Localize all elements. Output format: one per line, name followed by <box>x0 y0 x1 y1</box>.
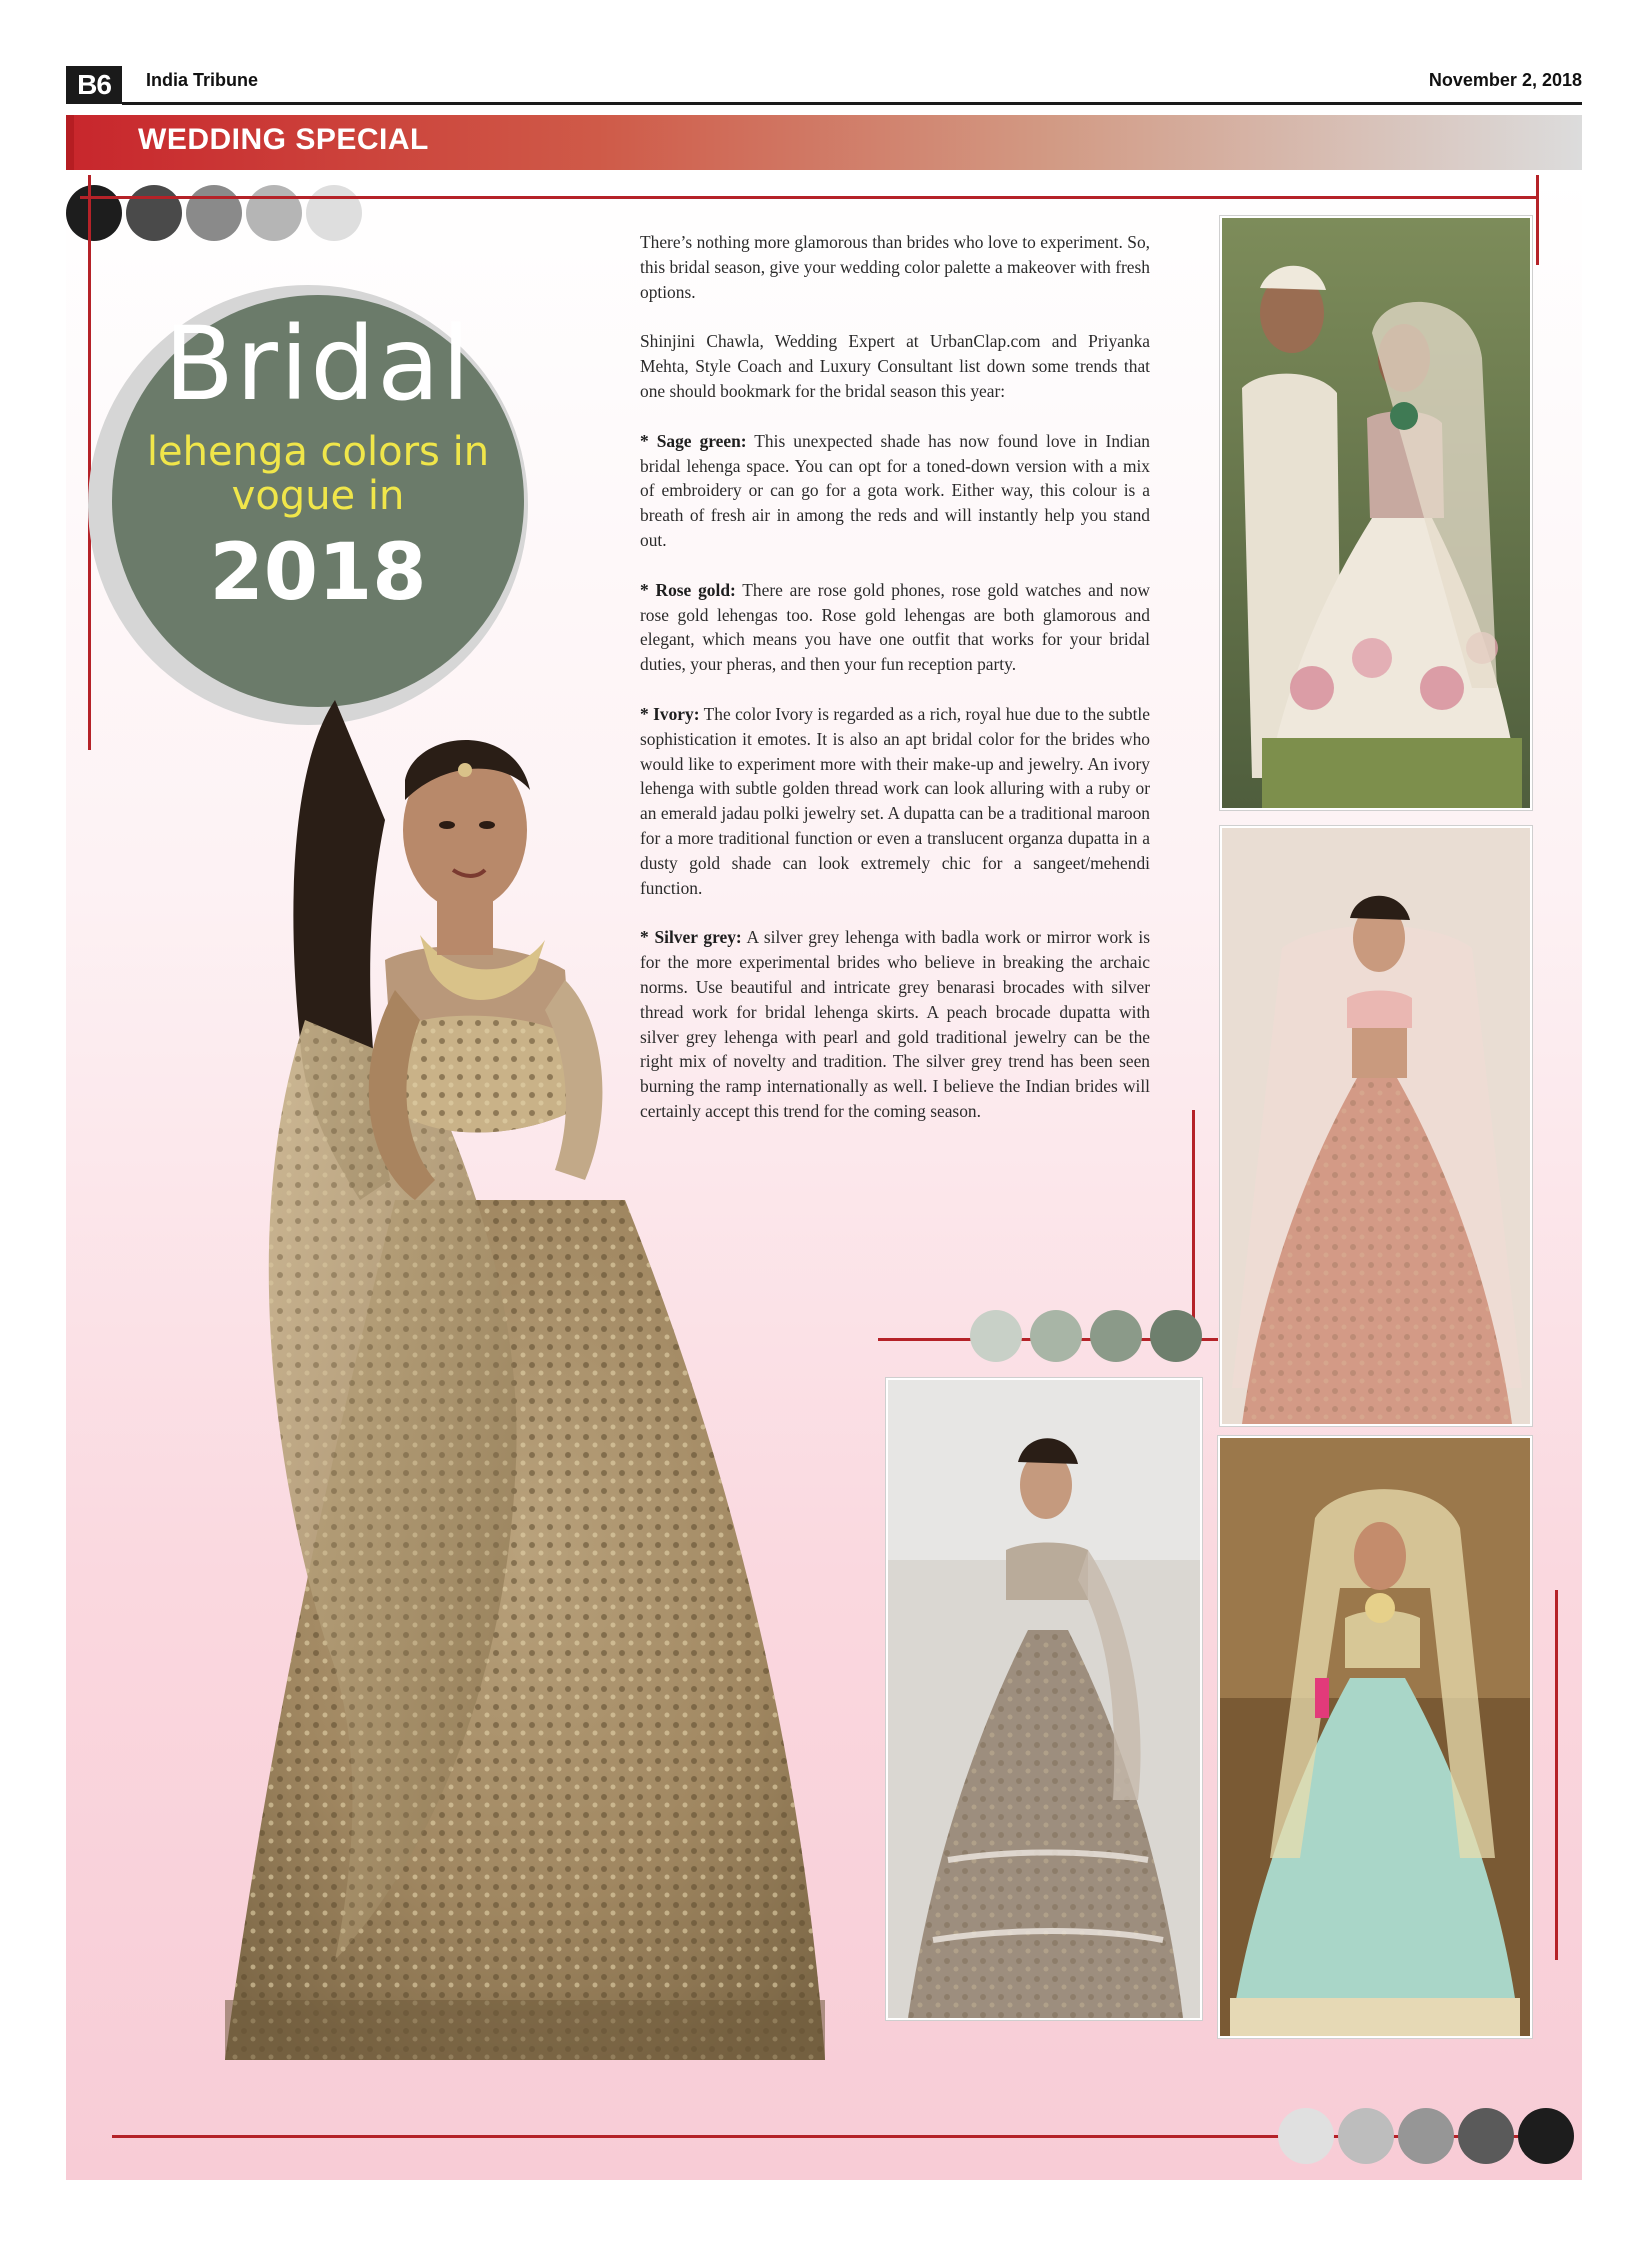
decor-dot <box>186 185 242 241</box>
decor-dot <box>1090 1310 1142 1362</box>
decor-dot <box>1338 2108 1394 2164</box>
issue-date: November 2, 2018 <box>1428 70 1582 90</box>
trend-label: * Ivory: <box>640 703 700 724</box>
decor-dot <box>1278 2108 1334 2164</box>
decor-rule-right-top <box>1536 175 1539 265</box>
trend-item <box>640 429 1150 553</box>
photo-couple-ivory-lehenga <box>1220 216 1532 810</box>
trend-item <box>640 578 1150 677</box>
decor-dot <box>126 185 182 241</box>
trend-label: * Rose gold: <box>640 579 736 600</box>
page-number: B6 <box>66 66 122 104</box>
article-body <box>640 230 1150 1149</box>
publication-name: India Tribune <box>146 70 259 90</box>
article-intro: There’s nothing more glamorous than brides who love to experiment. So, this bridal season, give your wedding color palette a makeover with fresh options. <box>640 232 1150 302</box>
trend-item <box>640 702 1150 900</box>
decor-dot <box>1518 2108 1574 2164</box>
headline-subtitle <box>112 430 524 518</box>
trend-item <box>640 925 1150 1123</box>
trend-text: The color Ivory is regarded as a rich, royal hue due to the subtle sophistication it emotes. It is also an apt bridal color for the brides who would like to experiment more with their make-up and jewelry. An ivory lehenga with subtle golden thread work can look alluring with a ruby or an emerald jadau polki jewelry set. A dupatta can be a traditional maroon for a more traditional function or even a translucent organza dupatta in a dusty gold shade can look extremely chic for a sangeet/mehendi function. <box>640 703 1150 898</box>
decor-dot <box>1150 1310 1202 1362</box>
trend-text: There are rose gold phones, rose gold watches and now rose gold lehengas too. Rose gold lehengas are both glamorous and elegant, which means you have one outfit that works for your bridal duties, your pheras, and then your fun reception party. <box>640 579 1150 675</box>
section-title: WEDDING SPECIAL <box>138 123 429 156</box>
headline-line-3: vogue in <box>231 473 405 519</box>
header-rule <box>122 102 1582 105</box>
decor-dot <box>66 185 122 241</box>
decor-rule-mid-vert <box>1192 1110 1195 1350</box>
decor-dot <box>1458 2108 1514 2164</box>
decor-dot <box>1398 2108 1454 2164</box>
banner-accent <box>66 115 74 170</box>
article-experts: Shinjini Chawla, Wedding Expert at UrbanClap.com and Priyanka Mehta, Style Coach and Luxury Consultant list down some trends that one should bookmark for the bridal season this year: <box>640 331 1150 401</box>
decor-rule-right-bottom <box>1555 1590 1558 1960</box>
trend-label: * Silver grey: <box>640 927 742 948</box>
photo-rose-gold-lehenga <box>1220 826 1532 1426</box>
decor-rule-top <box>80 196 1536 199</box>
photo-silver-grey-lehenga <box>886 1378 1202 2020</box>
decor-dot <box>970 1310 1022 1362</box>
trend-text: A silver grey lehenga with badla work or mirror work is for the more experimental brides who believe in breaking the archaic norms. Use beautiful and intricate grey benarasi brocades with silver thread work for bridal lehenga skirts. A peach brocade dupatta with silver grey lehenga with pearl and gold traditional jewelry can be the right mix of novelty and tradition. The silver grey trend has been seen burning the ramp internationally as well. I believe the Indian brides will certainly accept this trend for the coming season. <box>640 927 1150 1121</box>
headline-bridal: Bridal <box>164 305 472 424</box>
headline-line-2: lehenga colors in <box>146 429 490 475</box>
decor-dot <box>306 185 362 241</box>
headline-year: 2018 <box>209 528 427 618</box>
decor-dot <box>1030 1310 1082 1362</box>
photo-pastel-mint-lehenga <box>1218 1436 1532 2038</box>
trend-text: This unexpected shade has now found love in Indian bridal lehenga space. You can opt for a toned-down version with a mix of embroidery or can go for a gota work. Either way, this colour is a breath of fresh air in among the reds and will instantly help you stand out. <box>640 430 1150 550</box>
trend-label: * Sage green: <box>640 430 747 451</box>
decor-rule-left <box>88 175 91 750</box>
decor-dot <box>246 185 302 241</box>
